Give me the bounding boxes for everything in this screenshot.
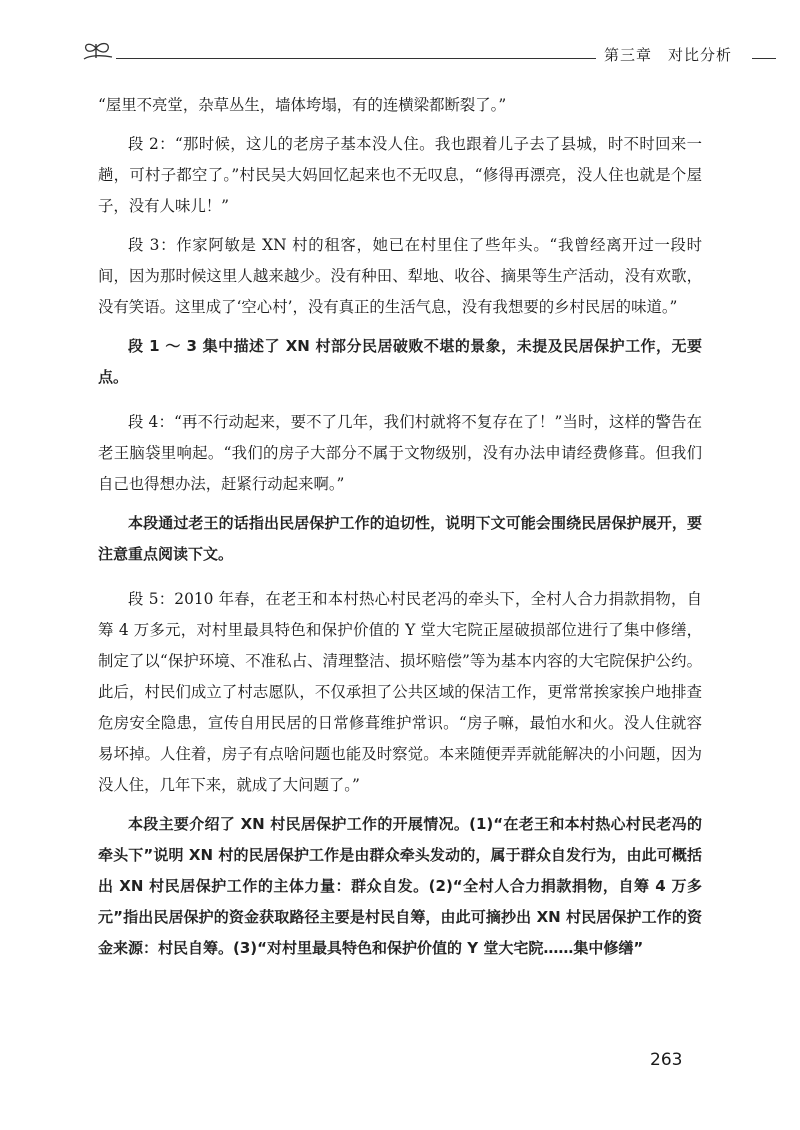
paragraph-segment-3: 段 3：作家阿敏是 XN 村的租客，她已在村里住了些年头。“我曾经离开过一段时间，因为那时候这里人越来越少。没有种田、犁地、收谷、摘果等生产活动，没有欢歌，没有笑语。这里成了‘空心村’，没有真正的生活气息，没有我想要的乡村民居的味道。” <box>98 236 702 316</box>
page-number: 263 <box>650 1050 683 1070</box>
paragraph-analysis-2: 本段通过老王的话指出民居保护工作的迫切性，说明下文可能会围绕民居保护展开，要注意重点阅读下文。 <box>98 514 702 563</box>
paragraph-analysis-3: 本段主要介绍了 XN 村民居保护工作的开展情况。(1)“在老王和本村热心村民老冯的牵头下”说明 XN 村的民居保护工作是由群众牵头发动的，属于群众自发行为，由此可概括出 XN 村民居保护工作的主体力量：群众自发。(2)“全村人合力捐款捐物，自筹 4 万多元”指出民居保护的资金获取路径主要是村民自筹，由此可摘抄出 XN 村民居保护工作的资金来源：村民自筹。(3)“对村里最具特色和保护价值的 Y 堂大宅院……集中修缮” <box>98 815 702 957</box>
chapter-title: 第三章 对比分析 <box>604 46 733 64</box>
paragraph-segment-5: 段 5：2010 年春，在老王和本村热心村民老冯的牵头下，全村人合力捐款捐物，自筹 4 万多元，对村里最具特色和保护价值的 Y 堂大宅院正屋破损部位进行了集中修缮，制定了以“保护环境、不准私占、清理整洁、损坏赔偿”等为基本内容的大宅院保护公约。此后，村民们成立了村志愿队，不仅承担了公共区域的保洁工作，更常常挨家挨户地排查危房安全隐患，宣传自用民居的日常修葺维护常识。“房子嘛，最怕水和火。没人住就容易坏掉。人住着，房子有点啥问题也能及时察觉。本来随便弄弄就能解决的小问题，因为没人住，几年下来，就成了大问题了。” <box>98 590 702 794</box>
header-rule-right <box>752 58 776 59</box>
paragraph-quote: “屋里不亮堂，杂草丛生，墙体垮塌，有的连横梁都断裂了。” <box>98 96 507 114</box>
paragraph-analysis-1: 段 1 ～ 3 集中描述了 XN 村部分民居破败不堪的景象，未提及民居保护工作，无要点。 <box>98 337 702 386</box>
page-body <box>98 90 702 964</box>
paragraph-segment-4: 段 4：“再不行动起来，要不了几年，我们村就将不复存在了！”当时，这样的警告在老王脑袋里响起。“我们的房子大部分不属于文物级别，没有办法申请经费修葺。但我们自己也得想办法，赶紧行动起来啊。” <box>98 413 702 493</box>
header-rule-left <box>116 58 596 59</box>
paragraph-segment-2: 段 2：“那时候，这儿的老房子基本没人住。我也跟着儿子去了县城，时不时回来一趟，可村子都空了。”村民吴大妈回忆起来也不无叹息，“修得再漂亮，没人住也就是个屋子，没有人味儿！” <box>98 135 702 215</box>
running-header <box>76 38 776 70</box>
